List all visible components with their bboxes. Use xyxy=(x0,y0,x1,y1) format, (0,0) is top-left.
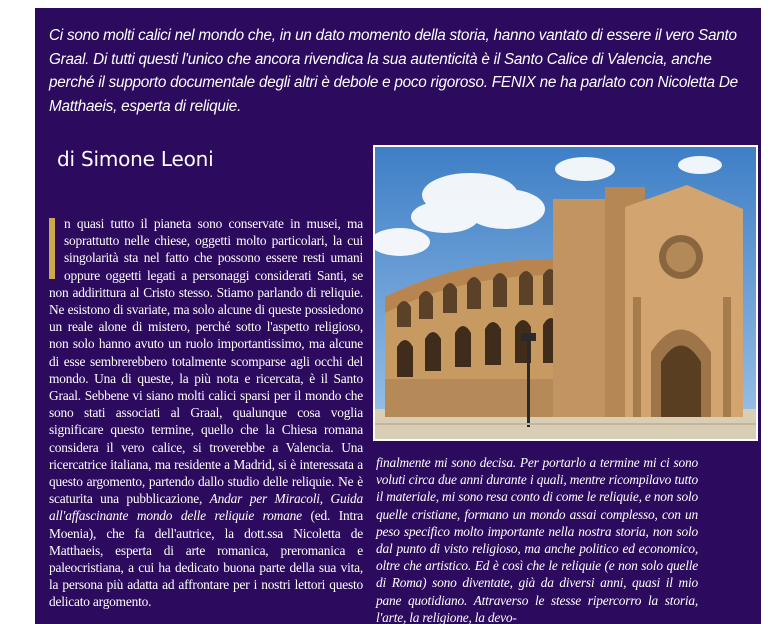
article-page xyxy=(35,8,761,624)
cathedral-illustration xyxy=(375,147,756,439)
article-intro: Ci sono molti calici nel mondo che, in un dato momento della storia, hanno vantato di essere il vero Santo Graal. Di tutti questi l'unico che ancora rivendica la sua autenticità è il Santo Calice di Valencia, anche perché il supporto documentale degli altri è debole e poco rigoroso. FENIX ne ha parlato con Nicoletta De Matthaeis, esperta di reliquie. xyxy=(49,27,738,115)
byline: di Simone Leoni xyxy=(57,147,214,171)
left-text-part1: n quasi tutto il pianeta sono conservate in musei, ma soprattutto nelle chiese, oggetti molto particolari, la cui singolarità sta nel fatto che possono essere resti umani oppure oggetti legati a personaggi considerati Santi, se non addirittura al Cristo stesso. Stiamo parlando di reliquie. Ne esistono di svariate, ma solo alcune di queste possiedono un reale alone di mistero, perché sotto l'aspetto religioso, non solo hanno avuto un ruolo importantissimo, ma alcune di esse sembrerebbero totalmente scomparse agli occhi del mondo. Una di queste, la più nota e ricercata, è il Santo Graal. Sebbene vi siano molti calici sparsi per il mondo che sono stati associati al Graal, qualunque cosa voglia significare questo termine, quello che la Chiesa romana considera il vero calice, si troverebbe a Valencia. Una ricercatrice italiana, ma residente a Madrid, si è interessata a questo argomento, partendo dallo studio delle reliquie. Ne è scaturita una pubblicazione, xyxy=(49,216,363,507)
left-column-text xyxy=(49,215,363,611)
left-text-part2: (ed. Intra Moenia), che fa dell'autrice, la dott.ssa Nicoletta de Matthaeis, esperta di arte romanica, preromanica e paleocristiana, a cui ha dedicato buona parte della sua vita, la persona più adatta ad affrontare per i nostri lettori questo delicato argomento. xyxy=(49,508,364,610)
right-column-text: finalmente mi sono decisa. Per portarlo a termine mi ci sono voluti circa due anni durante i quali, mentre ricompilavo tutto il materiale, mi sono resa conto di come le reliquie, e non solo quelle cristiane, formano un mondo assai complesso, con un peso specifico molto importante nella nostra storia, non solo dal punto di visto religioso, ma anche politico ed economico, oltre che artistico. Ed è così che le reliquie (e non solo quelle di Roma) sono diventate, già da diversi anni, quasi il mio pane quotidiano. Attraverso le stesse ripercorro la storia, l'arte, la religione, la devo- xyxy=(376,455,698,624)
left-column xyxy=(49,215,363,611)
drop-cap-bar xyxy=(49,218,55,279)
book-title: Andar per Miracoli, Guida all'affascinante mondo delle reliquie romane xyxy=(49,491,363,524)
cathedral-photo xyxy=(373,145,758,441)
right-column xyxy=(376,454,698,624)
